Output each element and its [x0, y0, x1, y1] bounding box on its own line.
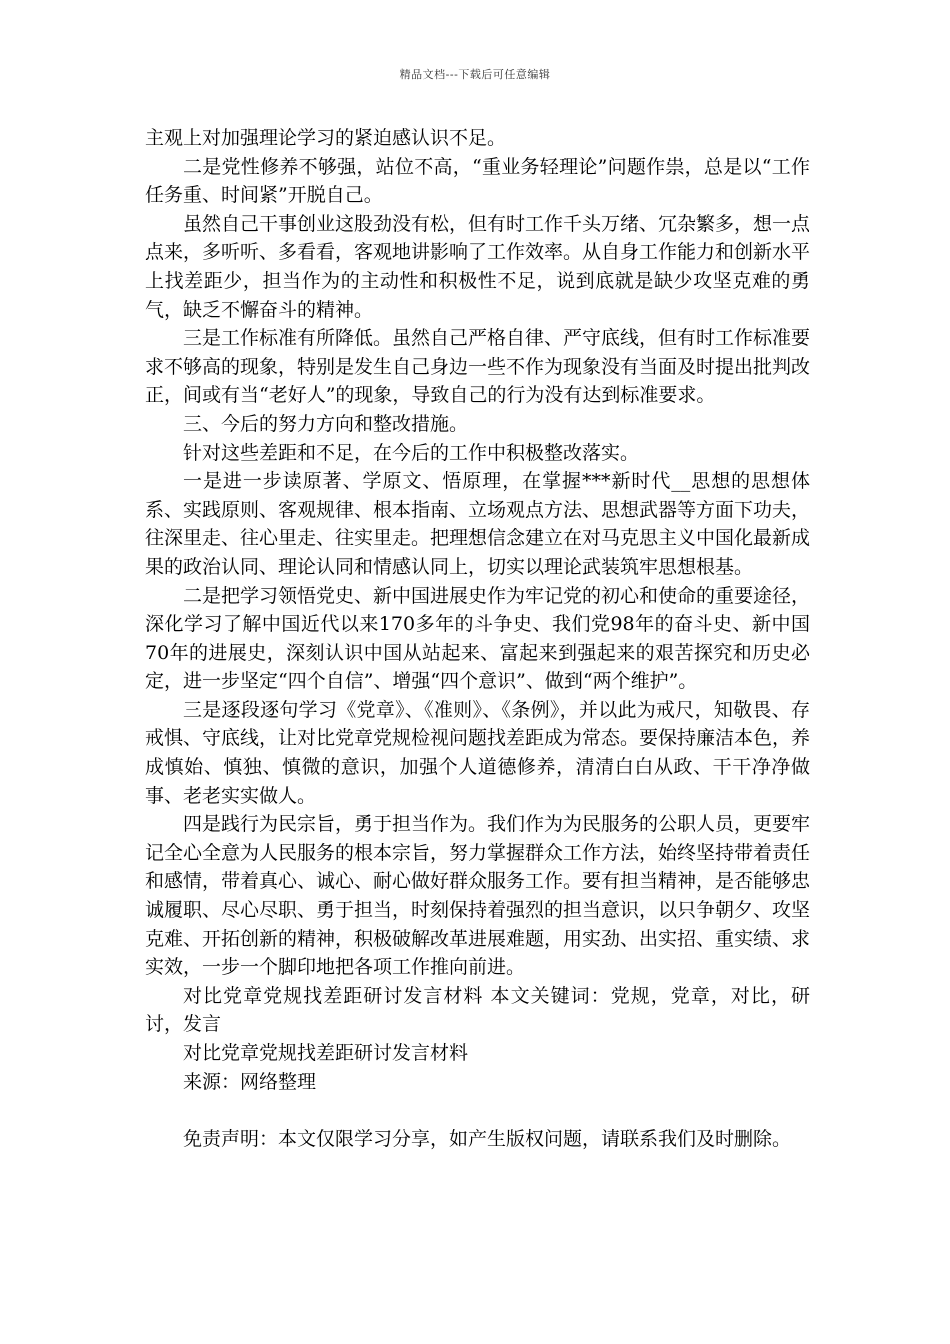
page-header: 精品文档---下载后可任意编辑 [399, 68, 551, 81]
paragraph: 主观上对加强理论学习的紧迫感认识不足。 [145, 127, 507, 149]
paragraph: 针对这些差距和不足，在今后的工作中积极整改落实。 [183, 441, 640, 464]
paragraph: 三是逐段逐句学习《党章》、《准则》、《条例》，并以此为戒尺，知敬畏、存戒惧、守底线，让对比党章党规检视问题找差距成为常态。要保持廉洁本色，养成慎始、慎独、慎微的意识，加强个人道德修养，清清白白从政、干干净净做事、老老实实做人。 [145, 698, 811, 807]
paragraph: 虽然自己干事创业这股劲没有松，但有时工作千头万绪、冗杂繁多，想一点点来，多听听、多看看，客观地讲影响了工作效率。从自身工作能力和创新水平上找差距少，担当作为的主动性和积极性不足，说到底就是缺少攻坚克难的勇气，缺乏不懈奋斗的精神。 [145, 212, 811, 321]
paragraph: 三是工作标准有所降低。虽然自己严格自律、严守底线，但有时工作标准要求不够高的现象，特别是发生自己身边一些不作为现象没有当面及时提出批判改正，间或有当“老好人”的现象，导致自己的行为没有达到标准要求。 [145, 327, 811, 407]
blank-line [145, 1096, 810, 1125]
paragraph: 二是把学习领悟党史、新中国进展史作为牢记党的初心和使命的重要途径，深化学习了解中国近代以来170多年的斗争史、我们党98年的奋斗史、新中国70年的进展史，深刻认识中国从站起来、富起来到强起来的艰苦探究和历史必定，进一步坚定“四个自信”、增强“四个意识”、做到“两个维护”。 [145, 584, 811, 693]
source-line: 来源：网络整理 [183, 1070, 317, 1093]
paragraph: 二是党性修养不够强，站位不高，“重业务轻理论”问题作祟，总是以“工作任务重、时间紧”开脱自己。 [145, 155, 810, 207]
paragraph: 一是进一步读原著、学原文、悟原理，在掌握***新时代__思想的思想体系、实践原则、客观规律、根本指南、立场观点方法、思想武器等方面下功夫，往深里走、往心里走、往实里走。把理想信念建立在对马克思主义中国化最新成果的政治认同、理论认同和情感认同上，切实以理论武装筑牢思想根基。 [145, 470, 811, 578]
document-body [145, 124, 810, 1153]
disclaimer: 免责声明：本文仅限学习分享，如产生版权问题，请联系我们及时删除。 [183, 1127, 792, 1150]
paragraph: 四是践行为民宗旨，勇于担当作为。我们作为为民服务的公职人员，更要牢记全心全意为人民服务的根本宗旨，努力掌握群众工作方法，始终坚持带着责任和感情，带着真心、诚心、耐心做好群众服务工作。要有担当精神，是否能够忠诚履职、尽心尽职、勇于担当，时刻保持着强烈的担当意识，以只争朝夕、攻坚克难、开拓创新的精神，积极破解改革进展难题，用实劲、出实招、重实绩、求实效，一步一个脚印地把各项工作推向前进。 [145, 813, 811, 979]
document-title-line: 对比党章党规找差距研讨发言材料 [183, 1042, 469, 1064]
keywords-line: 对比党章党规找差距研讨发言材料 本文关键词：党规，党章，对比，研讨，发言 [145, 984, 810, 1036]
section-heading: 三、今后的努力方向和整改措施。 [183, 412, 469, 435]
